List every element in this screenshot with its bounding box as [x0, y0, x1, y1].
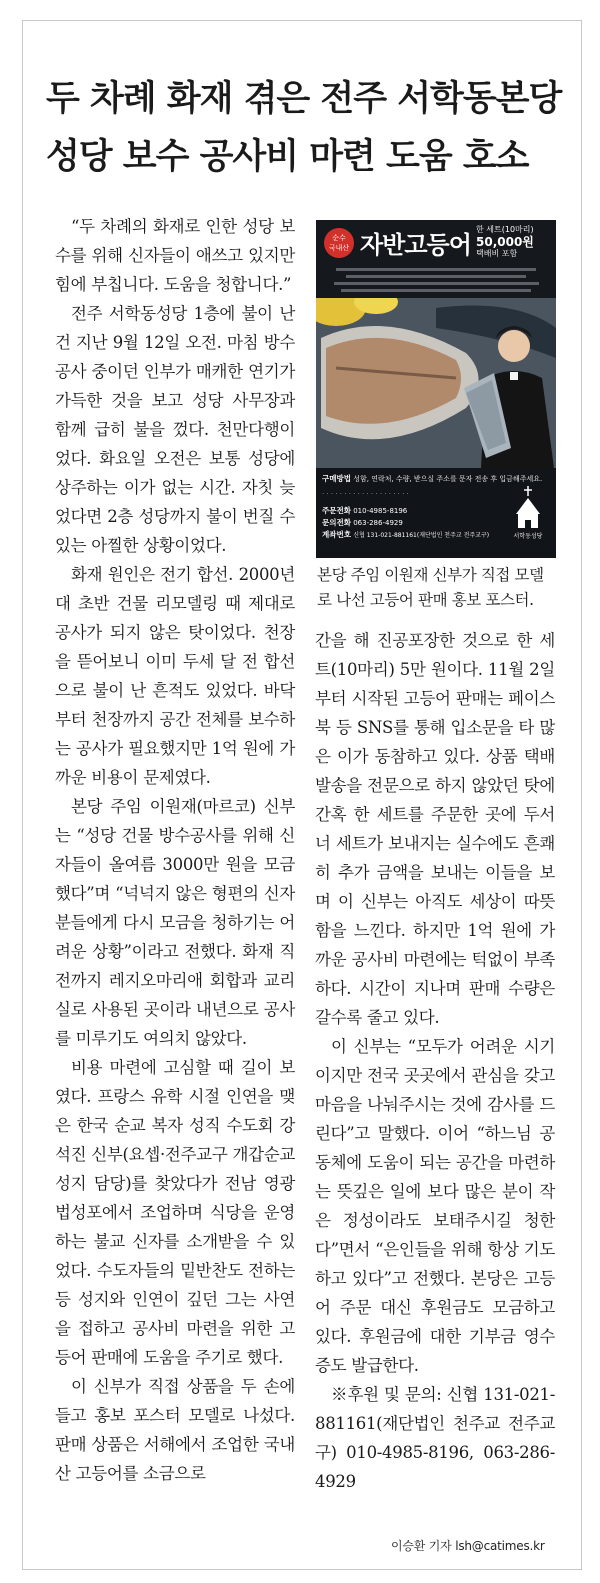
headline-line-1: 두 차례 화재 겪은 전주 서학동본당 [46, 79, 562, 119]
paragraph: 이 신부가 직접 상품을 두 손에 들고 홍보 포스터 모델로 나섰다. 판매 상품은 서해에서 조업한 국내산 고등어를 소금으로 [55, 1377, 295, 1483]
body-column-left [55, 212, 295, 1488]
paragraph: 전주 서학동성당 1층에 불이 난 건 지난 9월 12일 오전. 마침 방수공사 중이던 인부가 매캐한 연기가 가득한 것을 보고 성당 사무장과 함께 급히 불을 껐다. 천만다행이었다. 화요일 오전은 보통 성당에 상주하는 이가 없는 시간. 자칫 늦었다면 2층 성당까지 불이 번질 수 있는 아찔한 상황이었다. [55, 304, 295, 555]
poster-label: 주문전화 [322, 506, 351, 515]
poster-label: 문의전화 [322, 518, 351, 527]
poster-label: 구매방법 [322, 474, 351, 483]
poster-title: 자반고등어 [360, 231, 471, 259]
poster-badge: 순수 국내산 [324, 228, 354, 258]
church-logo-text: 서학동성당 [513, 533, 543, 540]
paragraph: ※후원 및 문의: 신협 131-021-881161(재단법인 천주교 전주교구) 010-4985-8196, 063-286-4929 [315, 1385, 555, 1491]
poster-photo-fish-and-priest [316, 298, 556, 468]
photo-caption: 본당 주임 이원재 신부가 직접 모델로 나선 고등어 판매 홍보 포스터. [317, 566, 544, 609]
body-column-right [315, 626, 555, 1496]
poster-header [316, 220, 556, 298]
paragraph: “두 차례의 화재로 인한 성당 보수를 위해 신자들이 애쓰고 있지만 힘에 부칩니다. 도움을 청합니다.” [55, 217, 295, 294]
poster-label: 계좌번호 [322, 530, 351, 539]
poster-price-block [476, 225, 534, 259]
paragraph: 본당 주임 이원재(마르코) 신부는 “성당 건물 방수공사를 위해 신자들이 올여름 3000만 원을 모금했다”며 “넉넉지 않은 형편의 신자분들에게 다시 모금을 청하기는 어려운 상황”이라고 전했다. 화재 직전까지 레지오마리애 회합과 교리실로 사용된 곳이라 내년으로 공사를 미루기도 여의치 않았다. [55, 797, 295, 1048]
paragraph: 비용 마련에 고심할 때 길이 보였다. 프랑스 유학 시절 인연을 맺은 한국 순교 복자 성직 수도회 강석진 신부(요셉·전주교구 개갑순교성지 담당)를 찾았다가 전남 영광 법성포에서 조업하며 식당을 운영하는 불교 신자를 소개받을 수 있었다. 수도자들의 밑반찬도 전하는 등 성지와 인연이 깊던 그는 사연을 접하고 공사비 마련을 위한 고등어 판매에 도움을 주기로 했다. [55, 1058, 295, 1367]
poster-info: 구매방법 성함, 연락처, 수량, 받으실 주소를 문자 전송 후 입금해주세요. · · · · · · · · · · · · · · · · · · · · 주문전화 010-4985-8196 문의전화 063-286-4929 계좌번호 신협 131-021-881161(재단법인 천주교 전주교구) 서학동성당 [316, 468, 556, 558]
poster-shipping: 택배비 포함 [476, 249, 518, 258]
poster-set-label: 한 세트(10마리) [476, 225, 534, 234]
paragraph: 화재 원인은 전기 합선. 2000년대 초반 건물 리모델링 때 제대로 공사가 되지 않은 탓이었다. 천장을 뜯어보니 이미 두세 달 전 합선으로 불이 난 흔적도 있었다. 바닥부터 천장까지 공간 전체를 보수하는 공사가 필요했지만 1억 원에 가까운 비용이 문제였다. [55, 565, 295, 787]
byline: 이승환 기자 lsh@catimes.kr [391, 1539, 545, 1553]
paragraph: 이 신부는 “모두가 어려운 시기이지만 전국 곳곳에서 관심을 갖고 마음을 나눠주시는 것에 감사를 드린다”고 말했다. 이어 “하느님 공동체에 도움이 되는 공간을 마련하는 뜻깊은 일에 보다 많은 분이 작은 정성이라도 보태주시길 청한다”면서 “은인들을 위해 항상 기도하고 있다”고 전했다. 본당은 고등어 주문 대신 후원금도 모금하고 있다. 후원금에 대한 기부금 영수증도 발급한다. [315, 1037, 555, 1375]
poster-value: 성함, 연락처, 수량, 받으실 주소를 문자 전송 후 입금해주세요. [353, 475, 543, 483]
church-logo-icon [508, 484, 548, 544]
paragraph: 간을 해 진공포장한 것으로 한 세트(10마리) 5만 원이다. 11월 2일부터 시작된 고등어 판매는 페이스북 등 SNS를 통해 입소문을 타 많은 이가 동참하고 있다. 상품 택배 발송을 전문으로 하지 않았던 탓에 간혹 한 세트를 주문한 곳에 두서너 세트가 보내지는 실수에도 흔쾌히 추가 금액을 보내는 이들을 보며 이 신부는 아직도 세상이 따뜻함을 느낀다. 하지만 1억 원에 가까운 공사비 마련에는 턱없이 부족하다. 시간이 지나며 판매 수량은 갈수록 줄고 있다. [315, 631, 555, 1027]
poster-value: 010-4985-8196 [353, 507, 408, 515]
poster-small-text [326, 264, 546, 296]
promo-poster-image [316, 220, 556, 558]
poster-price: 50,000원 [476, 235, 534, 249]
headline-line-2: 성당 보수 공사비 마련 도움 호소 [46, 137, 529, 177]
headline [46, 70, 566, 186]
poster-value: 신협 131-021-881161(재단법인 천주교 전주교구) [353, 532, 490, 539]
poster-value: 063-286-4929 [353, 519, 403, 527]
